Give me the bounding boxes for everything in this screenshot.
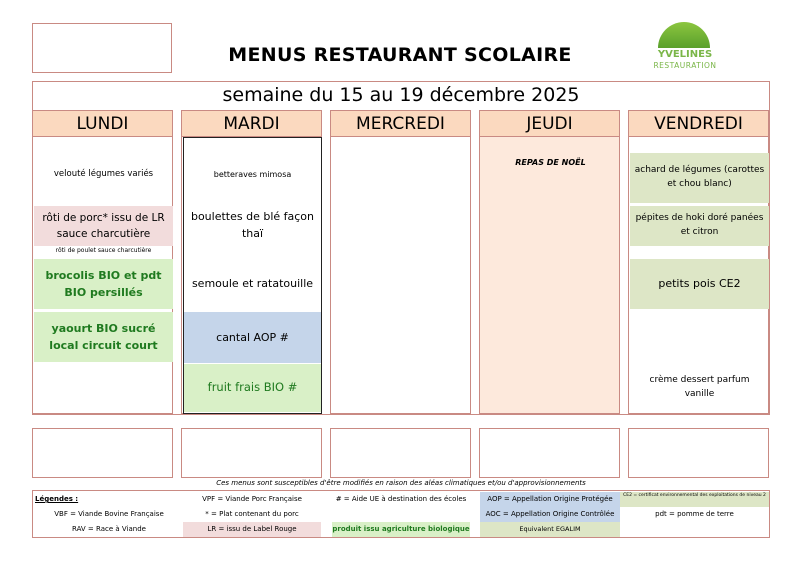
legend-bio: produit issu agriculture biologique	[332, 522, 470, 537]
day-column-vendredi	[628, 110, 769, 414]
day-header-lundi: LUNDI	[33, 111, 172, 137]
mardi-dessert: fruit frais BIO #	[184, 364, 321, 412]
day-header-jeudi: JEUDI	[480, 111, 619, 137]
mardi-plat: boulettes de blé façon thaï	[190, 209, 315, 240]
vendredi-plat: pépites de hoki doré panées et citron	[630, 206, 769, 246]
vendredi-dessert: crème dessert parfum vanille	[649, 375, 750, 399]
legend-vpf: VPF = Viande Porc Française	[202, 495, 302, 503]
legend-porc: * = Plat contenant du porc	[205, 510, 299, 518]
day-column-lundi	[32, 110, 173, 414]
bottom-box-mercredi	[330, 428, 471, 478]
legend-aop: AOP = Appellation Origine Protégée	[480, 492, 620, 507]
vendredi-accompagnement: petits pois CE2	[630, 259, 769, 309]
mardi-accompagnement: semoule et ratatouille	[191, 277, 314, 291]
legend-aoc: AOC = Appellation Origine Contrôlée	[480, 507, 620, 522]
bottom-box-lundi	[32, 428, 173, 478]
top-left-box	[32, 23, 172, 73]
legend-aide-ue: # = Aide UE à destination des écoles	[335, 495, 467, 503]
lundi-entree: velouté légumes variés	[53, 169, 154, 180]
lundi-accompagnement: brocolis BIO et pdt BIO persillés	[34, 259, 173, 309]
mardi-entree: betteraves mimosa	[213, 169, 292, 179]
legend-egalim: Equivalent EGALIM	[480, 522, 620, 537]
day-column-mercredi	[330, 110, 471, 414]
logo-sun-icon	[658, 22, 710, 48]
day-column-mardi	[181, 110, 322, 414]
week-label: semaine du 15 au 19 décembre 2025	[222, 84, 580, 106]
logo-name: YVELINES	[657, 49, 713, 60]
mardi-laitage: cantal AOP #	[184, 312, 321, 363]
lundi-plat: rôti de porc* issu de LR sauce charcutière	[34, 206, 173, 246]
logo-subtitle: RESTAURATION	[653, 61, 717, 70]
legend-pdt: pdt = pomme de terre	[655, 510, 734, 518]
lundi-laitage: yaourt BIO sucré local circuit court	[34, 312, 173, 362]
lundi-plat-alt: rôti de poulet sauce charcutière	[55, 247, 152, 254]
footer-note: Ces menus sont susceptibles d'être modifiés en raison des aléas climatiques et/ou d'approvisionnements	[216, 479, 586, 487]
legend-vbf: VBF = Viande Bovine Française	[54, 510, 164, 518]
vendredi-entree: achard de légumes (carottes et chou blanc)	[630, 153, 769, 203]
day-header-mardi: MARDI	[182, 111, 321, 137]
bottom-box-vendredi	[628, 428, 769, 478]
day-column-jeudi	[479, 110, 620, 414]
day-header-mercredi: MERCREDI	[331, 111, 470, 137]
bottom-box-mardi	[181, 428, 322, 478]
legend-title: Légendes :	[35, 495, 79, 503]
legend-rav: RAV = Race à Viande	[72, 525, 146, 533]
jeudi-special-meal: REPAS DE NOËL	[515, 157, 586, 167]
legend-label-rouge: LR = issu de Label Rouge	[183, 522, 321, 537]
day-header-vendredi: VENDREDI	[629, 111, 768, 137]
yvelines-logo	[640, 18, 730, 74]
page-title: MENUS RESTAURANT SCOLAIRE	[228, 44, 572, 66]
legend-ce2: CE2 = certificat environnemental des exploitations de niveau 2	[620, 492, 769, 507]
legend-box	[32, 490, 770, 538]
bottom-box-jeudi	[479, 428, 620, 478]
